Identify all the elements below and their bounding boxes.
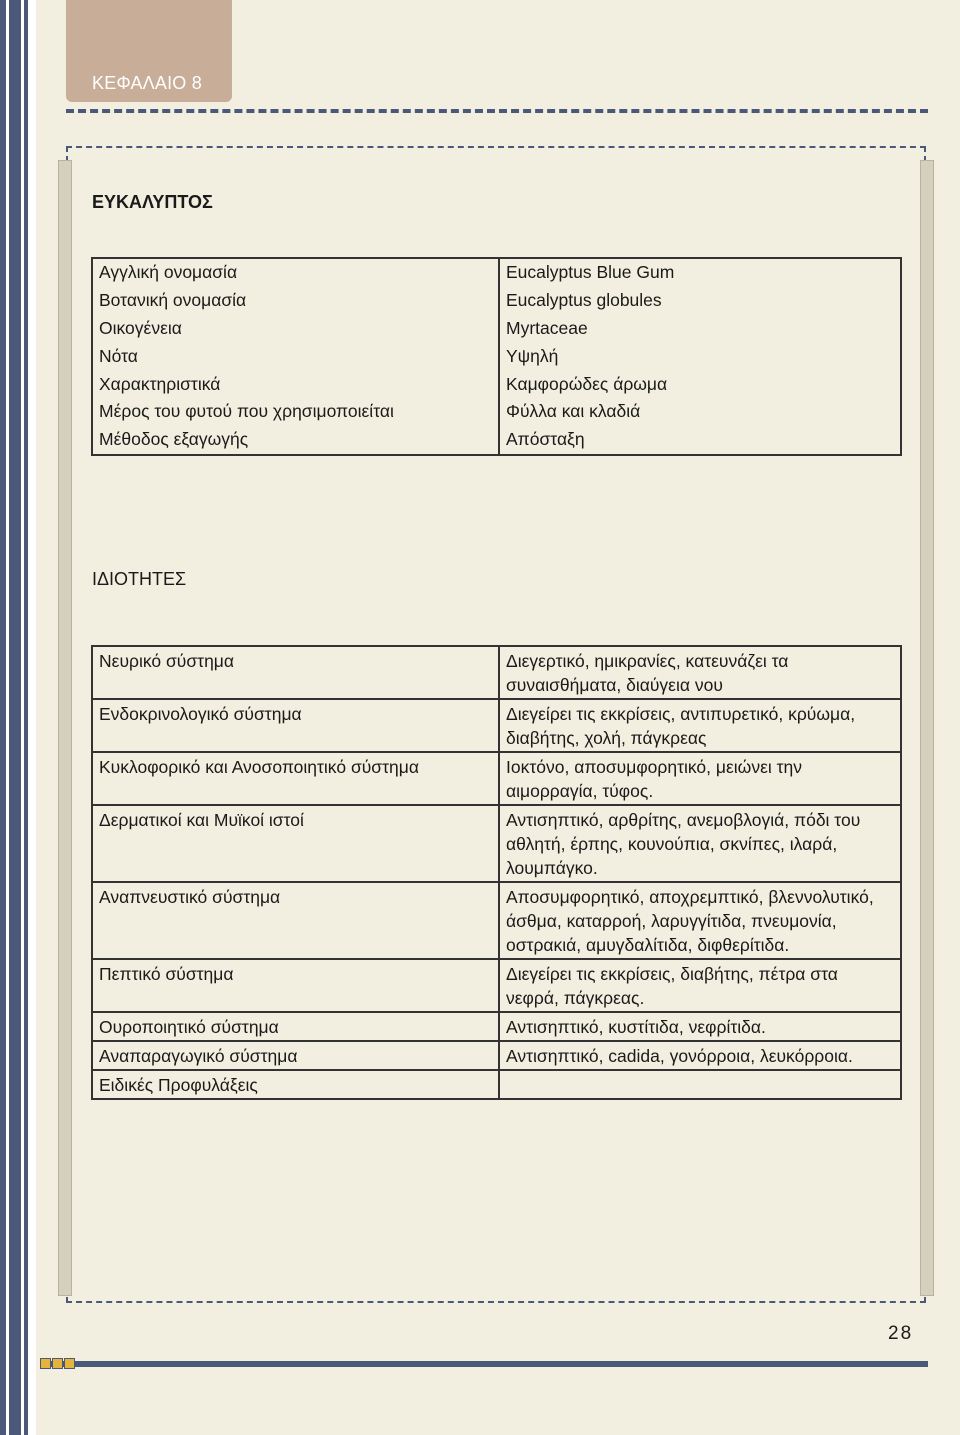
footer-line (42, 1361, 928, 1367)
margin-stripe (24, 0, 28, 1435)
info-value: Φύλλα και κλαδιά (506, 401, 641, 422)
system-effects (499, 1070, 901, 1099)
table-row (92, 752, 901, 805)
frame-bar-left (58, 160, 72, 1296)
footer-square-icon (52, 1358, 63, 1369)
page-number: 28 (888, 1323, 914, 1344)
system-effects: Διεγείρει τις εκκρίσεις, αντιπυρετικό, κρύωμα, διαβήτης, χολή, πάγκρεας (499, 699, 901, 752)
info-value: Καμφορώδες άρωμα (506, 373, 668, 394)
system-effects: Ιοκτόνο, αποσυμφορητικό, μειώνει την αιμορραγία, τύφος. (499, 752, 901, 805)
table-row (92, 258, 901, 287)
table-row (92, 287, 901, 315)
properties-heading: ΙΔΙΟΤΗΤΕΣ (92, 569, 187, 589)
table-row (92, 805, 901, 882)
chapter-label: ΚΕΦΑΛΑΙΟ 8 (92, 73, 202, 93)
table-row (92, 370, 901, 398)
info-value: Υψηλή (506, 345, 559, 366)
info-label: Βοτανική ονομασία (92, 287, 499, 315)
system-name: Ουροποιητικό σύστημα (92, 1012, 499, 1041)
page-title: ΕΥΚΑΛΥΠΤΟΣ (92, 192, 213, 212)
table-row (92, 646, 901, 699)
system-name: Κυκλοφορικό και Ανοσοποιητικό σύστημα (92, 752, 499, 805)
table-row (92, 1070, 901, 1099)
system-name: Νευρικό σύστημα (92, 646, 499, 699)
table-row (92, 1012, 901, 1041)
system-name: Αναπαραγωγικό σύστημα (92, 1041, 499, 1070)
info-label: Οικογένεια (92, 315, 499, 343)
info-label: Νότα (92, 342, 499, 370)
system-name: Ειδικές Προφυλάξεις (92, 1070, 499, 1099)
system-effects: Αντισηπτικό, κυστίτιδα, νεφρίτιδα. (499, 1012, 901, 1041)
margin-stripe (0, 0, 6, 1435)
system-effects: Αντισηπτικό, αρθρίτης, ανεμοβλογιά, πόδι του αθλητή, έρπης, κουνούπια, σκνίπες, ιλαρά, λουμπάγκο. (499, 805, 901, 882)
system-name: Αναπνευστικό σύστημα (92, 882, 499, 959)
system-effects: Αντισηπτικό, cadida, γονόρροια, λευκόρροια. (499, 1041, 901, 1070)
system-name: Πεπτικό σύστημα (92, 959, 499, 1012)
table-row (92, 959, 901, 1012)
margin-stripe (9, 0, 21, 1435)
header-dashed-divider (66, 109, 928, 113)
info-label: Μέθοδος εξαγωγής (92, 426, 499, 455)
info-value: Eucalyptus globules (506, 290, 662, 311)
system-name: Ενδοκρινολογικό σύστημα (92, 699, 499, 752)
table-row (92, 699, 901, 752)
info-label: Χαρακτηριστικά (92, 370, 499, 398)
table-row (92, 882, 901, 959)
table-row (92, 342, 901, 370)
info-value: Myrtaceae (506, 317, 588, 338)
footer-square-icon (64, 1358, 75, 1369)
system-effects: Αποσυμφορητικό, αποχρεμπτικό, βλεννολυτικό, άσθμα, καταρροή, λαρυγγίτιδα, πνευμονία, οστρακιά, αμυγδαλίτιδα, διφθερίτιδα. (499, 882, 901, 959)
info-value: Eucalyptus Blue Gum (506, 262, 675, 283)
system-name: Δερματικοί και Μυϊκοί ιστοί (92, 805, 499, 882)
info-label: Μέρος του φυτού που χρησιμοποιείται (92, 398, 499, 426)
table-row (92, 315, 901, 343)
system-effects: Διεγερτικό, ημικρανίες, κατευνάζει τα συναισθήματα, διαύγεια νου (499, 646, 901, 699)
info-value: Απόσταξη (506, 429, 585, 450)
table-row (92, 1041, 901, 1070)
info-table (91, 257, 902, 456)
properties-table (91, 645, 902, 1100)
info-label: Αγγλική ονομασία (92, 258, 499, 287)
frame-bar-right (920, 160, 934, 1296)
table-row (92, 426, 901, 455)
table-row (92, 398, 901, 426)
footer-square-icon (40, 1358, 51, 1369)
system-effects: Διεγείρει τις εκκρίσεις, διαβήτης, πέτρα στα νεφρά, πάγκρεας. (499, 959, 901, 1012)
